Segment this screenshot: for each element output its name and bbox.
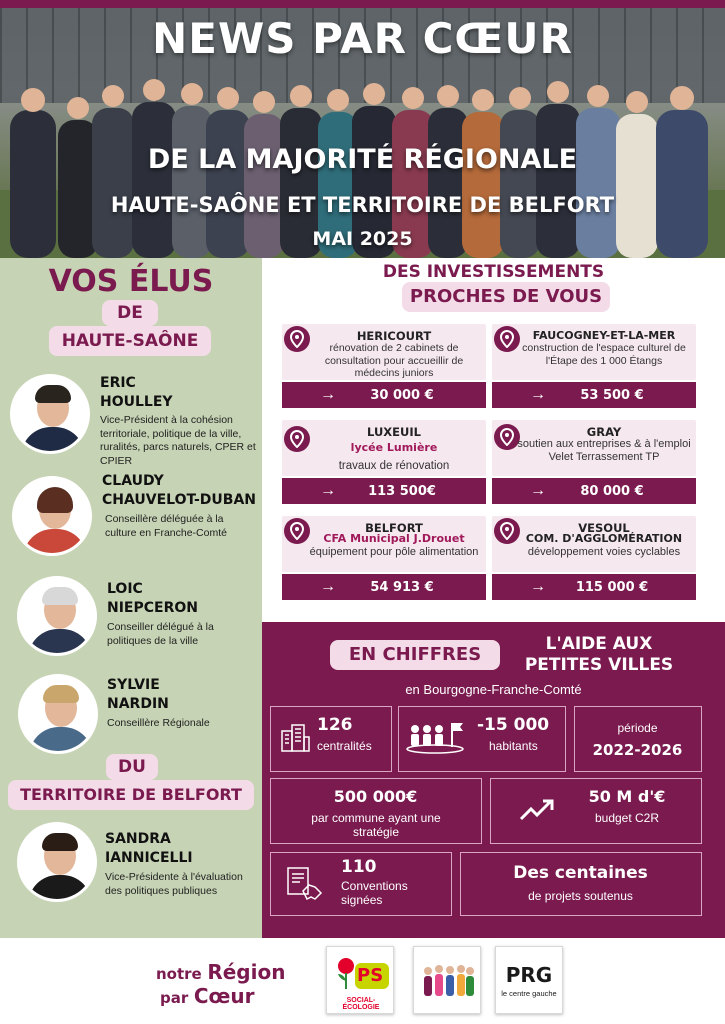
person-last-name: HOULLEY [100, 394, 173, 410]
person-role: Conseillère déléguée à la culture en Franche-Comté [105, 513, 227, 539]
person-role: Conseillère Régionale [107, 717, 210, 729]
investment-beneficiary: lycée Lumière [350, 441, 438, 454]
elus-heading: VOS ÉLUS [48, 264, 214, 299]
person-last-name: NARDIN [107, 696, 169, 712]
investment-city: HERICOURT [356, 329, 432, 343]
prg-logo [495, 946, 563, 1014]
person-role: Vice-Présidente à l'évaluation des politiques publiques [105, 871, 243, 897]
investment-amount-bar [492, 574, 696, 600]
stat-conventions-value: 110 [341, 857, 377, 877]
stat-par-commune [270, 778, 482, 844]
investments-heading-line1: DES INVESTISSEMENTS [382, 262, 605, 282]
investment-card-faucogney [492, 324, 696, 408]
stat-centralites-label: centralités [317, 739, 372, 753]
investment-description: rénovation de 2 cabinets de consultation pour accueillir de médecins juniors [324, 342, 464, 379]
investment-beneficiary: COM. D'AGGLOMÉRATION [525, 532, 683, 545]
stat-budget [490, 778, 702, 844]
investment-amount: 53 500 € [580, 388, 644, 403]
stat-par-commune-label: par commune ayant une stratégie [311, 811, 441, 839]
stat-par-commune-value: 500 000€ [333, 787, 418, 806]
investment-description: soutien aux entreprises & à l'emploi Velet Terrassement TP [517, 438, 691, 463]
stat-centralites-value: 126 [317, 715, 353, 735]
stat-periode [574, 706, 702, 772]
figures-region: en Bourgogne-Franche-Comté [405, 682, 582, 697]
newsletter-title: NEWS PAR CŒUR [152, 14, 573, 63]
investment-amount-bar [282, 478, 486, 504]
person-first-name: SYLVIE [107, 677, 160, 693]
stat-projets-label: de projets soutenus [528, 889, 633, 903]
stat-conventions [270, 852, 452, 916]
investment-city: BELFORT [365, 521, 423, 535]
investment-amount-bar [492, 382, 696, 408]
investment-amount: 115 000 € [575, 580, 649, 595]
footer [0, 938, 725, 1024]
section-pill-de: DE [102, 300, 158, 326]
ps-logo [326, 946, 394, 1014]
investment-city: FAUCOGNEY-ET-LA-MER [532, 329, 676, 342]
person-claudy-chauvelot-duban [0, 472, 262, 558]
stat-conventions-label: Conventions signées [341, 879, 408, 907]
top-accent-bar [0, 0, 725, 8]
arrow-right-icon: → [320, 482, 336, 499]
avatar [12, 476, 92, 556]
city-buildings-icon [279, 721, 311, 753]
person-sandra-iannicelli [0, 820, 262, 920]
investment-card-hericourt [282, 324, 486, 408]
stat-periode-label: période [617, 721, 658, 735]
investment-description: développement voies cyclables [527, 546, 681, 558]
stat-centralites [270, 706, 392, 772]
prg-label: PRG [505, 963, 553, 987]
brand-logo [156, 956, 306, 1012]
investment-city: LUXEUIL [367, 425, 421, 439]
person-role: Vice-Président à la cohésion territoriale, politique de la ville, ruralités, parcs naturels, CPER et CPIER [100, 414, 256, 467]
investment-card-gray [492, 420, 696, 504]
ps-label: PS [357, 965, 384, 986]
newsletter-territory: HAUTE-SAÔNE ET TERRITOIRE DE BELFORT [110, 193, 615, 217]
crowd-illustration-icon [420, 961, 476, 1001]
investment-beneficiary: CFA Municipal J.Drouet [323, 532, 465, 545]
figures-panel [262, 622, 725, 938]
section-pill-haute-saone: HAUTE-SAÔNE [49, 326, 211, 356]
figures-title-line2: PETITES VILLES [524, 655, 674, 675]
investment-amount-bar [282, 574, 486, 600]
arrow-right-icon: → [530, 578, 546, 595]
stat-habitants-label: habitants [489, 739, 538, 753]
rose-icon [335, 957, 357, 991]
stat-projets [460, 852, 702, 916]
newsletter-subtitle: DE LA MAJORITÉ RÉGIONALE [147, 144, 578, 175]
arrow-right-icon: → [320, 386, 336, 403]
investment-amount: 54 913 € [370, 580, 434, 595]
investment-amount-bar [492, 478, 696, 504]
person-first-name: ERIC [100, 375, 136, 391]
person-last-name: NIEPCERON [107, 600, 198, 616]
person-last-name: IANNICELLI [105, 850, 193, 866]
stat-habitants-value: -15 000 [477, 715, 550, 735]
figures-title-line1: L'AIDE AUX [545, 634, 653, 654]
brand-word-region: Région [207, 960, 286, 984]
avatar [10, 374, 90, 454]
investment-card-belfort [282, 516, 486, 600]
section-pill-territoire-de-belfort: TERRITOIRE DE BELFORT [8, 780, 254, 810]
stat-periode-value: 2022-2026 [592, 741, 683, 759]
investment-city: GRAY [586, 425, 622, 439]
people-group-logo [413, 946, 481, 1014]
investment-card-luxeuil [282, 420, 486, 504]
contract-handshake-icon [285, 865, 323, 903]
avatar [17, 576, 97, 656]
stat-budget-label: budget C2R [594, 811, 660, 825]
person-sylvie-nardin [0, 672, 262, 758]
investment-amount: 30 000 € [370, 388, 434, 403]
trending-up-icon [519, 799, 555, 823]
figures-title [514, 634, 684, 676]
stat-habitants [398, 706, 566, 772]
avatar [18, 674, 98, 754]
person-first-name: CLAUDY [102, 473, 164, 489]
brand-word-par: par [160, 989, 189, 1007]
investment-amount: 113 500€ [368, 484, 436, 499]
ps-tagline: SOCIAL-ÉCOLOGIE [342, 997, 380, 1011]
person-last-name: CHAUVELOT-DUBAN [102, 492, 256, 508]
person-eric-houlley [0, 372, 262, 467]
investment-city: VESOUL [578, 521, 630, 535]
person-role: Conseiller délégué à la politiques de la ville [107, 621, 214, 647]
people-group-icon [405, 721, 469, 755]
avatar [17, 822, 97, 902]
newsletter-date: MAI 2025 [312, 228, 413, 250]
hero-banner [0, 0, 725, 258]
investments-heading-pill: PROCHES DE VOUS [402, 282, 610, 312]
arrow-right-icon: → [320, 578, 336, 595]
figures-badge: EN CHIFFRES [330, 640, 500, 670]
investment-description: équipement pour pôle alimentation [309, 546, 479, 558]
arrow-right-icon: → [530, 482, 546, 499]
section-pill-du: DU [106, 754, 158, 780]
elected-officials-panel [0, 258, 262, 938]
stat-projets-value: Des centaines [513, 863, 648, 883]
brand-word-notre: notre [156, 965, 202, 983]
person-loic-niepceron [0, 576, 262, 662]
investment-amount: 80 000 € [580, 484, 644, 499]
arrow-right-icon: → [530, 386, 546, 403]
person-first-name: SANDRA [105, 831, 171, 847]
investment-description: construction de l'espace culturel de l'Étape des 1 000 Étangs [522, 342, 686, 367]
stat-budget-value: 50 M d'€ [588, 787, 666, 806]
investment-card-vesoul [492, 516, 696, 600]
investment-description: travaux de rénovation [338, 460, 450, 472]
prg-tagline: le centre gauche [501, 989, 557, 998]
investment-amount-bar [282, 382, 486, 408]
person-first-name: LOIC [107, 581, 143, 597]
brand-word-coeur: Cœur [193, 984, 255, 1008]
